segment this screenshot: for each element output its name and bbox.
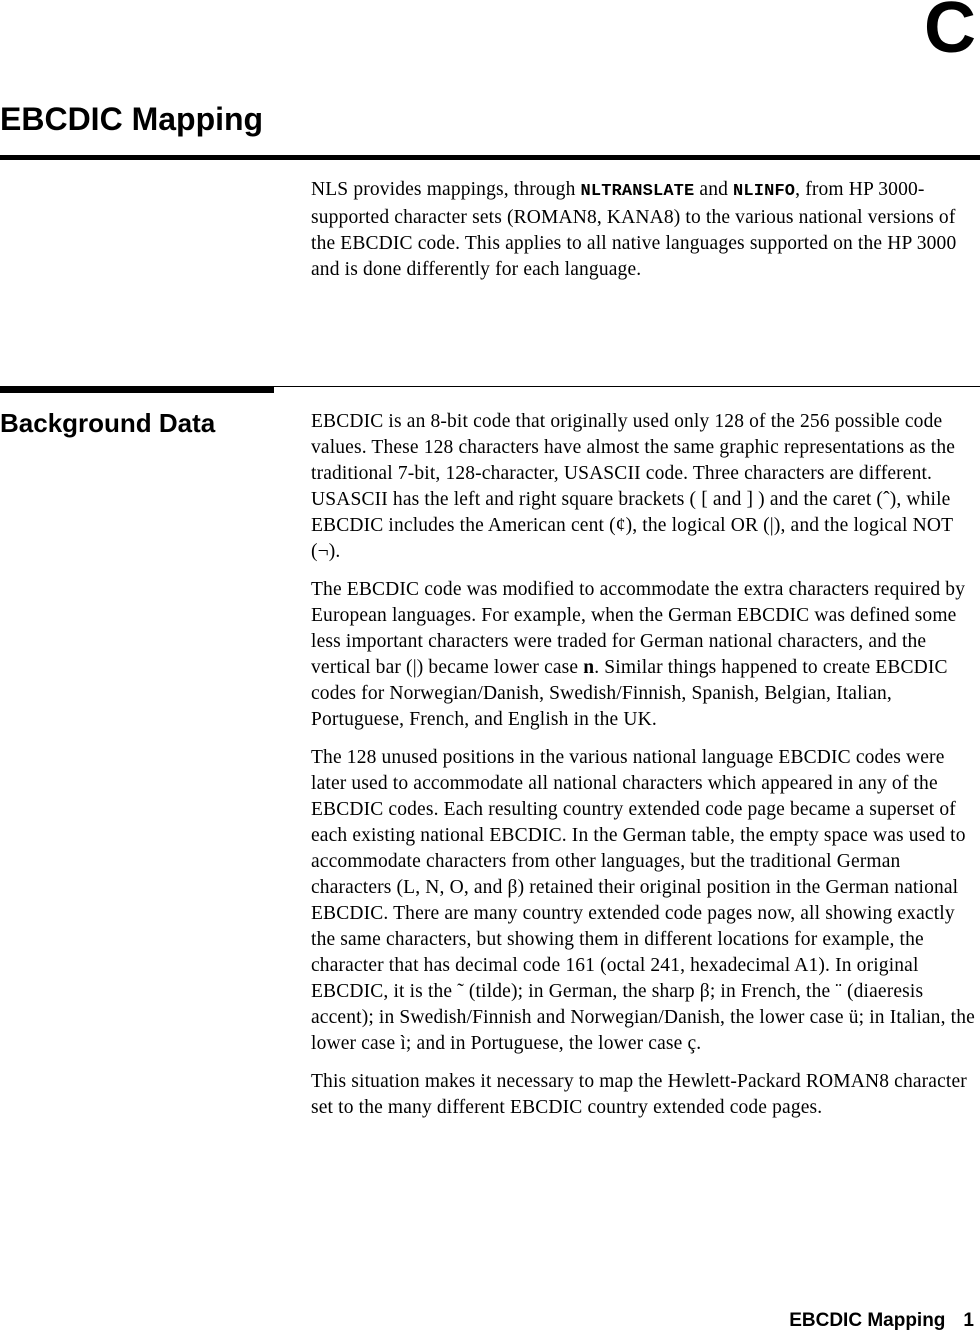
paragraph-1: EBCDIC is an 8-bit code that originally used only 128 of the 256 possible code values. These 128 characters have almost the same graphic representations as the traditional 7-bit, 128-character, USASCII code. Three characters are different. USASCII has the left and right square brackets ( [ and ] ) and the caret (ˆ), while EBCDIC includes the American cent (¢), the logical OR (|), and the logical NOT (¬).: [311, 411, 956, 562]
title-divider: [0, 155, 980, 160]
bold-n: n: [583, 657, 595, 678]
background-section: [311, 409, 976, 1133]
page-number: 1: [963, 1310, 974, 1331]
section-heading: Background Data: [0, 408, 216, 438]
paragraph-4: This situation makes it necessary to map the Hewlett-Packard ROMAN8 character set to the many different EBCDIC country extended code pages.: [311, 1071, 967, 1118]
paragraph-3: The 128 unused positions in the various national language EBCDIC codes were later used to accommodate all national characters which appeared in any of the EBCDIC codes. Each resulting country extended code page became a superset of each existing national EBCDIC. In the German table, the empty space was used to accommodate characters from other languages, but the traditional German characters (L, N, O, and β) retained their original position in the German national EBCDIC. There are many country extended code pages now, all showing exactly the same characters, but showing them in different locations for example, the character that has decimal code 161 (octal 241, hexadecimal A1). In original EBCDIC, it is the ˜ (tilde); in German, the sharp β; in French, the ¨ (diaeresis accent); in Swedish/Finnish and Norwegian/Danish, the lower case ü; in Italian, the lower case ì; and in Portuguese, the lower case ç.: [311, 747, 975, 1054]
chapter-title: EBCDIC Mapping: [0, 101, 264, 137]
intro-paragraph: [311, 177, 976, 295]
page-footer: [789, 1310, 974, 1333]
nltranslate-code: NLTRANSLATE: [580, 182, 695, 201]
paragraph-2: The EBCDIC code was modified to accommodate the extra characters required by European languages. For example, when the German EBCDIC was defined some less important characters were traded for German national characters, and the vertical bar (|) became lower case n. Similar things happened to create EBCDIC codes for Norwegian/Danish, Swedish/Finnish, Spanish, Belgian, Italian, Portuguese, French, and English in the UK.: [311, 579, 966, 730]
footer-title: EBCDIC Mapping: [789, 1310, 946, 1331]
chapter-letter: C: [924, 0, 976, 68]
nlinfo-code: NLINFO: [733, 182, 796, 201]
section-divider-thin: [274, 386, 980, 387]
section-divider-thick: [0, 386, 274, 393]
intro-text: NLS provides mappings, through NLTRANSLATE and NLINFO, from HP 3000-supported character sets (ROMAN8, KANA8) to the various national versions of the EBCDIC code. This applies to all native languages supported on the HP 3000 and is done differently for each language.: [311, 179, 957, 280]
